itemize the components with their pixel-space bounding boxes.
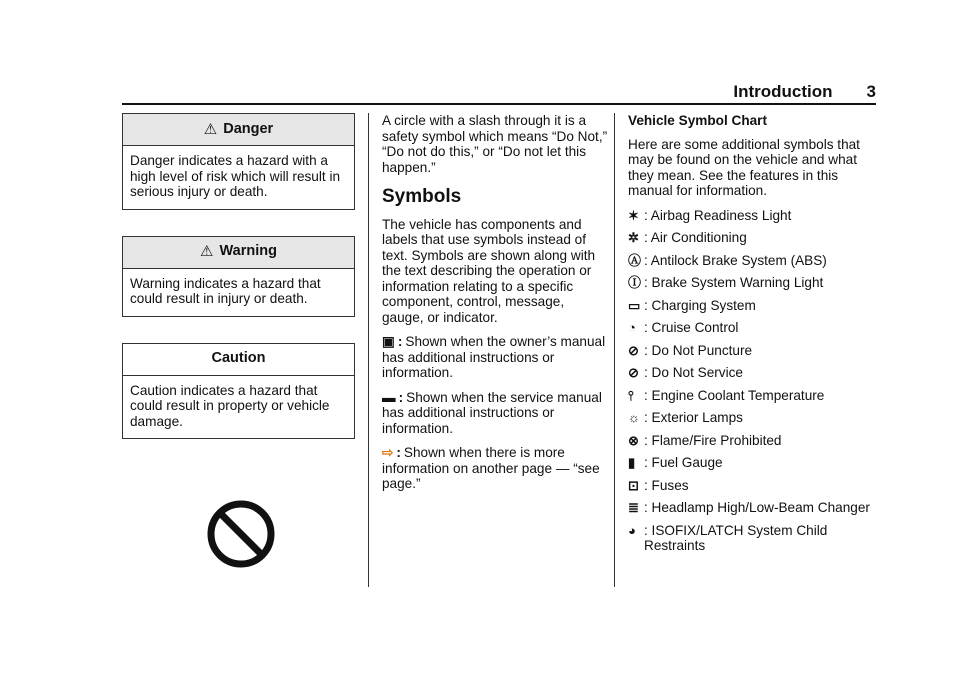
cruise-control-icon: ◔ <box>628 320 636 335</box>
abs-icon: Ⓐ <box>628 252 642 268</box>
symbol-item <box>628 298 874 314</box>
do-not-service-icon: ⊘ <box>628 365 639 380</box>
warning-triangle-icon: ⚠ <box>200 243 214 261</box>
fuel-gauge-icon: ▮ <box>628 455 636 470</box>
page-number: 3 <box>866 82 876 101</box>
symbol-label: : Charging System <box>644 297 756 313</box>
symbol-label: : Do Not Puncture <box>644 342 753 358</box>
symbol-label: : ISOFIX/LATCH System Child Restraints <box>644 522 828 553</box>
symbol-label: : Fuel Gauge <box>644 455 723 470</box>
symbol-item <box>628 388 874 404</box>
danger-box <box>122 113 355 210</box>
see-page-note: ⇨ : Shown when there is more information on another page — “see page.” <box>382 445 600 491</box>
air-conditioning-icon: ✲ <box>628 230 639 245</box>
coolant-temperature-icon: ⫯ <box>628 387 634 403</box>
circle-slash-description: A circle with a slash through it is a safety symbol which means “Do Not,” “Do not do this,” or “Do not let this happen.” <box>382 113 608 175</box>
brake-warning-icon: Ⓘ <box>628 275 642 290</box>
flame-prohibited-icon: ⊗ <box>628 432 639 448</box>
symbol-item <box>628 275 874 291</box>
symbol-label: : Engine Coolant Temperature <box>644 387 825 403</box>
page-header <box>122 82 876 104</box>
fuses-icon: ⊡ <box>628 477 639 493</box>
exterior-lamps-icon: ☼ <box>628 410 640 425</box>
symbol-item <box>628 410 874 426</box>
symbol-label: : Antilock Brake System (ABS) <box>644 252 827 268</box>
column-3 <box>628 113 874 561</box>
symbol-label: : Fuses <box>644 477 689 493</box>
header-rule <box>122 103 876 105</box>
owner-manual-note: ▣ : Shown when the owner’s manual has additional instructions or information. <box>382 334 606 380</box>
warning-box <box>122 236 355 317</box>
airbag-icon: ✶ <box>628 207 639 223</box>
caution-box <box>122 343 355 440</box>
danger-title: ⚠ Danger <box>123 114 354 146</box>
caution-body: Caution indicates a hazard that could result in property or vehicle damage. <box>130 382 330 429</box>
symbol-label: : Airbag Readiness Light <box>644 207 792 223</box>
symbol-item <box>628 365 874 381</box>
symbol-label: : Air Conditioning <box>644 230 747 245</box>
warning-title: ⚠ Warning <box>123 237 354 269</box>
symbol-item <box>628 455 874 471</box>
warning-body: Warning indicates a hazard that could result in injury or death. <box>130 275 321 306</box>
symbol-list <box>628 208 874 554</box>
symbol-item <box>628 523 874 554</box>
caution-title: Caution <box>123 344 354 376</box>
arrow-icon: ⇨ <box>382 445 394 460</box>
symbol-item <box>628 343 874 359</box>
symbol-item <box>628 433 874 449</box>
symbol-chart-title: Vehicle Symbol Chart <box>628 113 768 128</box>
do-not-puncture-icon: ⊘ <box>628 342 639 358</box>
headlamp-beam-icon: ≣ <box>628 500 639 515</box>
symbol-item <box>628 253 874 269</box>
danger-body: Danger indicates a hazard with a high level of risk which will result in serious injury or death. <box>130 153 341 199</box>
battery-icon: ▭ <box>628 297 641 313</box>
section-title: Introduction <box>733 82 833 101</box>
symbol-label: : Do Not Service <box>644 365 743 380</box>
column-divider <box>368 113 369 587</box>
column-divider <box>614 113 615 587</box>
service-manual-icon: ▬ <box>382 389 396 405</box>
symbol-item <box>628 320 874 336</box>
warning-triangle-icon: ⚠ <box>203 120 218 138</box>
symbol-chart-intro: Here are some additional symbols that may be found on the vehicle and what they mean. See the features in this manual for information. <box>628 136 860 198</box>
circle-slash-icon <box>206 499 276 569</box>
child-restraint-icon: ◕ <box>628 522 636 538</box>
symbol-label: : Flame/Fire Prohibited <box>644 432 782 448</box>
symbol-label: : Headlamp High/Low-Beam Changer <box>644 500 870 515</box>
symbol-item <box>628 478 874 494</box>
symbol-label: : Brake System Warning Light <box>644 275 824 290</box>
book-icon: ▣ <box>382 334 395 349</box>
symbol-label: : Cruise Control <box>644 320 739 335</box>
symbol-label: : Exterior Lamps <box>644 410 743 425</box>
column-2 <box>382 113 608 501</box>
service-manual-note: ▬ : Shown when the service manual has additional instructions or information. <box>382 389 602 436</box>
column-1 <box>122 113 355 569</box>
symbols-description: The vehicle has components and labels that use symbols instead of text. Symbols are shown along with the text describing the operation or information relating to a specific component, control, message, gauge, or indicator. <box>382 216 596 325</box>
symbol-item <box>628 208 874 224</box>
symbol-item <box>628 230 874 246</box>
symbols-heading: Symbols <box>382 186 462 207</box>
symbol-item <box>628 500 874 516</box>
